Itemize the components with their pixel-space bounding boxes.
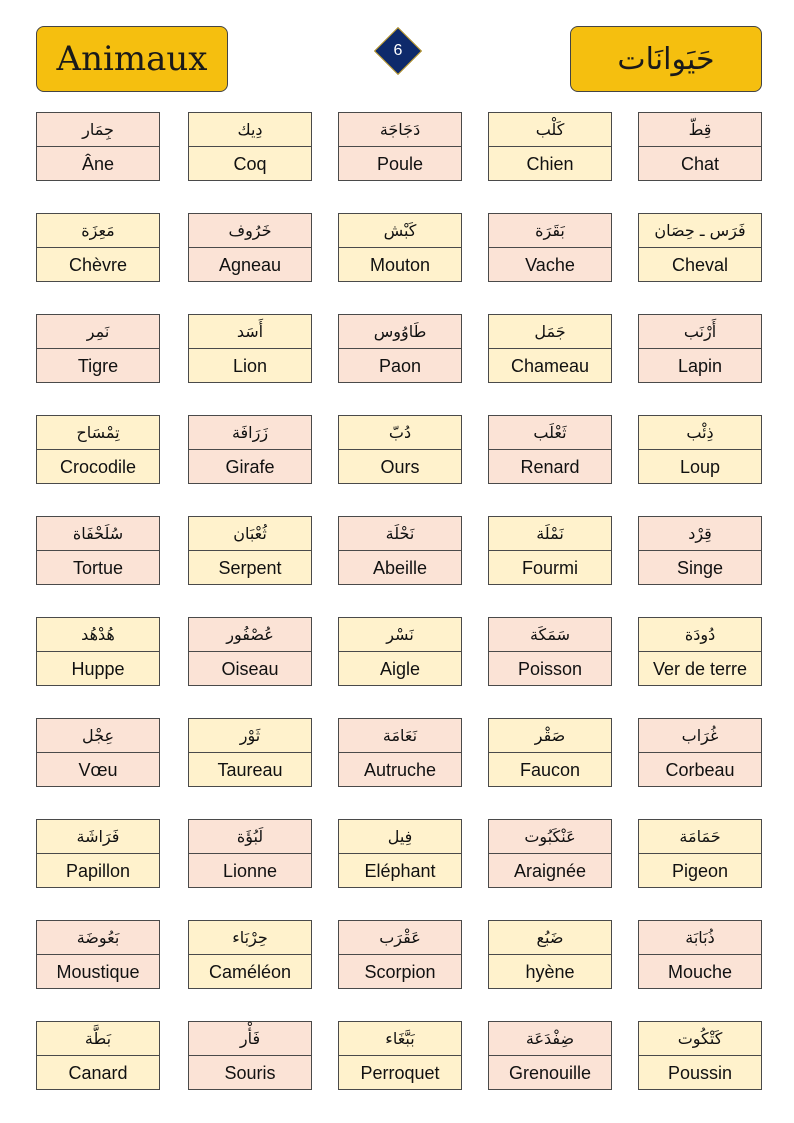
vocab-card xyxy=(638,819,762,888)
vocab-card xyxy=(36,718,160,787)
french-word: Cheval xyxy=(671,254,729,275)
arabic-word: ذِئْب xyxy=(639,416,761,450)
french-word: Vœu xyxy=(78,759,118,780)
arabic-word: ثُعْبَان xyxy=(189,517,311,551)
arabic-word: خَرُوف xyxy=(189,214,311,248)
vocab-card xyxy=(638,1021,762,1090)
vocab-card xyxy=(488,1021,612,1090)
french-word: Agneau xyxy=(218,254,282,275)
arabic-word: مَعِزَة xyxy=(37,214,159,248)
vocab-card xyxy=(338,112,462,181)
french-word: Ver de terre xyxy=(652,658,748,679)
arabic-word: بَبَّغَاء xyxy=(339,1022,461,1056)
vocab-card xyxy=(36,617,160,686)
arabic-word: ضَبُع xyxy=(489,921,611,955)
vocab-card xyxy=(36,415,160,484)
vocab-card xyxy=(488,516,612,585)
french-word: Autruche xyxy=(363,759,437,780)
french-word: Crocodile xyxy=(59,456,137,477)
vocab-card xyxy=(488,314,612,383)
vocab-card xyxy=(638,314,762,383)
french-word: Huppe xyxy=(71,658,125,679)
french-word: Girafe xyxy=(225,456,275,477)
arabic-word: غُرَاب xyxy=(639,719,761,753)
vocab-card xyxy=(638,112,762,181)
arabic-word: جِمَار xyxy=(37,113,159,147)
arabic-word: دَجَاجَة xyxy=(339,113,461,147)
french-word: Taureau xyxy=(217,759,283,780)
french-word: Lion xyxy=(232,355,268,376)
vocab-card xyxy=(488,112,612,181)
arabic-word: طَاوُوس xyxy=(339,315,461,349)
french-word: Faucon xyxy=(519,759,581,780)
vocab-card xyxy=(188,516,312,585)
vocab-card xyxy=(188,314,312,383)
vocab-card xyxy=(188,617,312,686)
arabic-word: عَنْكَبُوت xyxy=(489,820,611,854)
vocab-card xyxy=(638,920,762,989)
arabic-word: بَقَرَة xyxy=(489,214,611,248)
french-word: Poussin xyxy=(667,1062,733,1083)
french-word: Grenouille xyxy=(508,1062,592,1083)
arabic-word: ثَوْر xyxy=(189,719,311,753)
vocab-card xyxy=(338,415,462,484)
vocab-card xyxy=(638,213,762,282)
french-word: hyène xyxy=(525,961,575,982)
french-word: Souris xyxy=(224,1062,276,1083)
vocab-card xyxy=(338,819,462,888)
arabic-word: قِطّ xyxy=(639,113,761,147)
vocab-card xyxy=(488,415,612,484)
vocab-card xyxy=(188,819,312,888)
arabic-word: بَعُوضَة xyxy=(37,921,159,955)
arabic-word: حِرْبَاء xyxy=(189,921,311,955)
arabic-word: سَمَكَة xyxy=(489,618,611,652)
vocab-card xyxy=(488,718,612,787)
french-word: Lapin xyxy=(677,355,723,376)
french-word: Lionne xyxy=(222,860,278,881)
french-word: Poisson xyxy=(517,658,583,679)
vocab-card xyxy=(488,819,612,888)
french-word: Aigle xyxy=(379,658,421,679)
arabic-word: سُلَحْفَاة xyxy=(37,517,159,551)
arabic-word: نَمْلَة xyxy=(489,517,611,551)
french-word: Coq xyxy=(233,153,267,174)
title-arabic: حَيَوانَات xyxy=(570,26,762,92)
french-word: Tortue xyxy=(72,557,124,578)
french-word: Tigre xyxy=(77,355,119,376)
vocab-card xyxy=(488,617,612,686)
vocab-card xyxy=(338,920,462,989)
arabic-word: أَسَد xyxy=(189,315,311,349)
arabic-word: دُودَة xyxy=(639,618,761,652)
arabic-word: ثَعْلَب xyxy=(489,416,611,450)
vocab-card xyxy=(338,314,462,383)
french-word: Chameau xyxy=(510,355,590,376)
vocab-card xyxy=(36,213,160,282)
vocab-card xyxy=(638,516,762,585)
french-word: Ours xyxy=(380,456,420,477)
arabic-word: ضِفْدَعَة xyxy=(489,1022,611,1056)
vocab-card xyxy=(338,617,462,686)
french-word: Moustique xyxy=(56,961,140,982)
vocab-card xyxy=(638,718,762,787)
vocab-card xyxy=(36,516,160,585)
french-word: Papillon xyxy=(65,860,131,881)
arabic-word: نَحْلَة xyxy=(339,517,461,551)
arabic-word: عِجْل xyxy=(37,719,159,753)
french-word: Araignée xyxy=(513,860,587,881)
french-word: Mouche xyxy=(667,961,733,982)
arabic-word: قِرْد xyxy=(639,517,761,551)
french-word: Scorpion xyxy=(364,961,436,982)
arabic-word: فِيل xyxy=(339,820,461,854)
arabic-word: جَمَل xyxy=(489,315,611,349)
arabic-word: نَسْر xyxy=(339,618,461,652)
vocab-card xyxy=(488,213,612,282)
french-word: Chat xyxy=(680,153,720,174)
arabic-word: عَقْرَب xyxy=(339,921,461,955)
vocab-card xyxy=(36,819,160,888)
vocab-card xyxy=(338,213,462,282)
french-word: Abeille xyxy=(372,557,428,578)
french-word: Poule xyxy=(376,153,424,174)
arabic-word: كَلْب xyxy=(489,113,611,147)
arabic-word: أَرْنَب xyxy=(639,315,761,349)
arabic-word: تِمْسَاح xyxy=(37,416,159,450)
french-word: Serpent xyxy=(218,557,282,578)
arabic-word: بَطَّة xyxy=(37,1022,159,1056)
arabic-word: نَمِر xyxy=(37,315,159,349)
vocab-card xyxy=(188,920,312,989)
french-word: Canard xyxy=(68,1062,128,1083)
vocab-card xyxy=(338,718,462,787)
vocab-card xyxy=(638,617,762,686)
french-word: Caméléon xyxy=(208,961,292,982)
vocab-card xyxy=(188,415,312,484)
vocab-card xyxy=(36,1021,160,1090)
page-number: 6 xyxy=(393,42,403,59)
french-word: Loup xyxy=(679,456,721,477)
arabic-word: صَقْر xyxy=(489,719,611,753)
french-word: Renard xyxy=(520,456,580,477)
arabic-word: زَرَافَة xyxy=(189,416,311,450)
arabic-word: فَرَاشَة xyxy=(37,820,159,854)
french-word: Âne xyxy=(81,153,115,174)
arabic-word: دِيك xyxy=(189,113,311,147)
arabic-word: كَبْش xyxy=(339,214,461,248)
french-word: Eléphant xyxy=(364,860,436,881)
french-word: Perroquet xyxy=(360,1062,440,1083)
french-word: Paon xyxy=(378,355,422,376)
arabic-word: نَعَامَة xyxy=(339,719,461,753)
vocab-card xyxy=(638,415,762,484)
arabic-word: لَبُؤَة xyxy=(189,820,311,854)
french-word: Pigeon xyxy=(671,860,729,881)
french-word: Corbeau xyxy=(665,759,735,780)
vocab-card xyxy=(188,1021,312,1090)
arabic-word: عُصْفُور xyxy=(189,618,311,652)
french-word: Mouton xyxy=(369,254,431,275)
vocab-card xyxy=(338,1021,462,1090)
arabic-word: دُبّ xyxy=(339,416,461,450)
title-french: Animaux xyxy=(36,26,228,92)
arabic-word: حَمَامَة xyxy=(639,820,761,854)
french-word: Vache xyxy=(525,254,575,275)
vocab-card xyxy=(36,112,160,181)
arabic-word: هُدْهُد xyxy=(37,618,159,652)
arabic-word: كَتْكُوت xyxy=(639,1022,761,1056)
french-word: Chèvre xyxy=(68,254,128,275)
vocab-card xyxy=(36,920,160,989)
arabic-word: ذُبَابَة xyxy=(639,921,761,955)
french-word: Oiseau xyxy=(221,658,279,679)
vocab-card xyxy=(188,112,312,181)
vocab-card xyxy=(36,314,160,383)
arabic-word: فَأْر xyxy=(189,1022,311,1056)
french-word: Singe xyxy=(676,557,724,578)
vocab-card xyxy=(338,516,462,585)
arabic-word: فَرَس ـ حِصَان xyxy=(639,214,761,248)
vocab-card xyxy=(488,920,612,989)
vocab-card xyxy=(188,718,312,787)
french-word: Chien xyxy=(526,153,574,174)
vocab-card xyxy=(188,213,312,282)
french-word: Fourmi xyxy=(521,557,578,578)
